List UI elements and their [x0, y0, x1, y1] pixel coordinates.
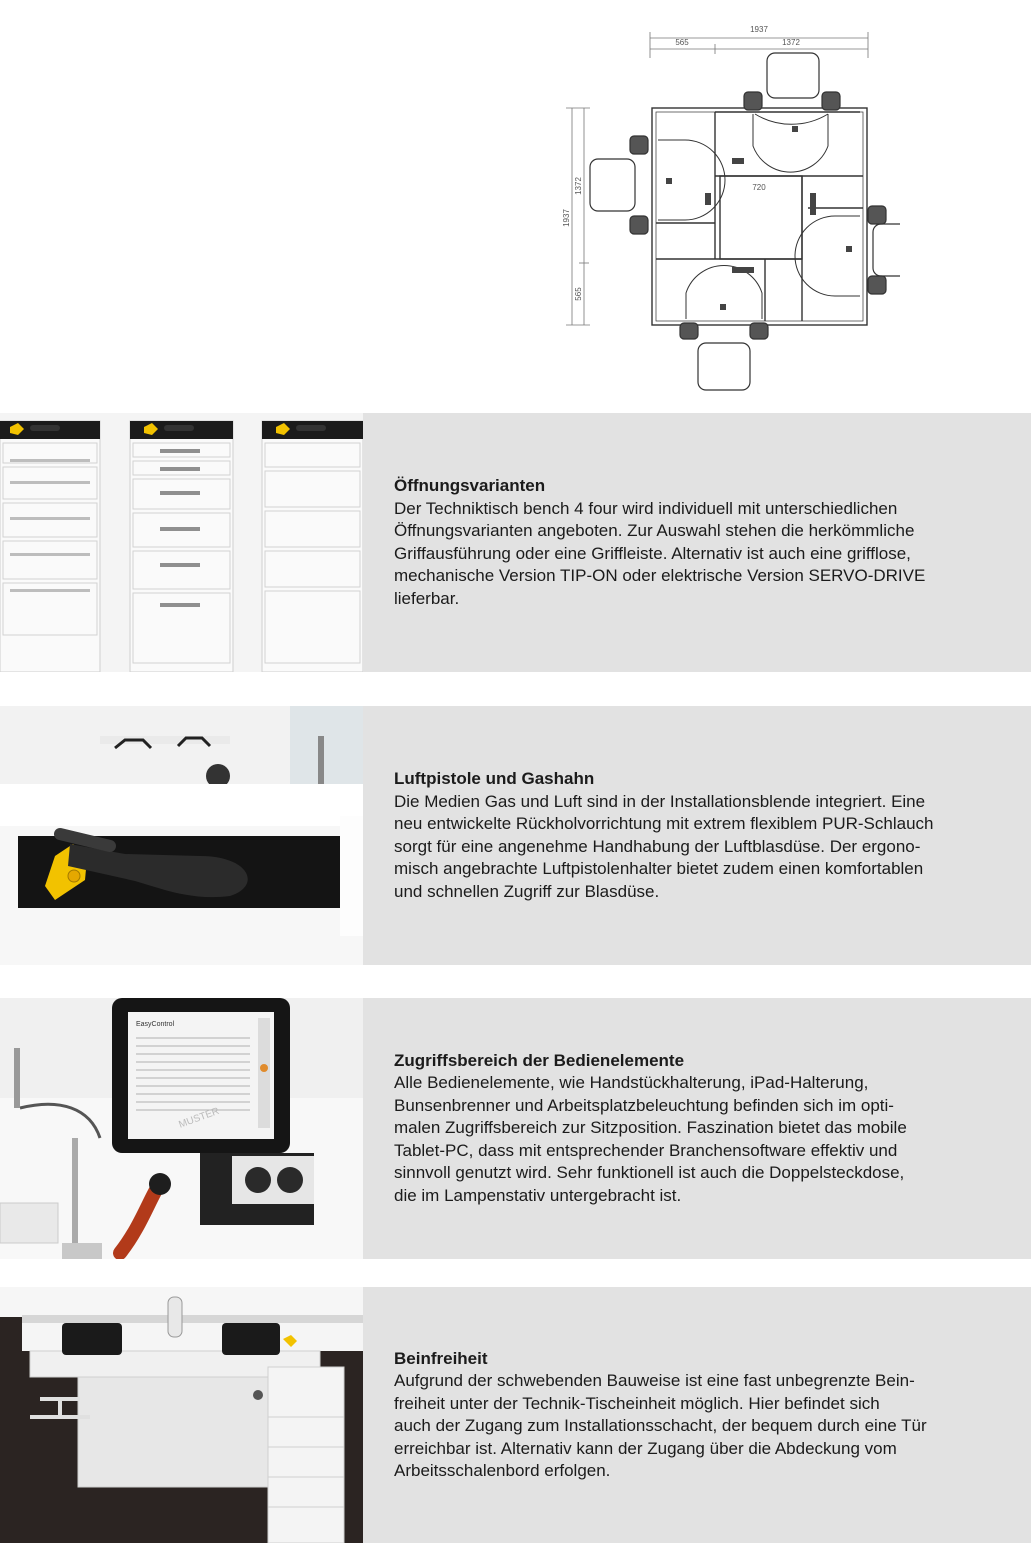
text-block [394, 1348, 994, 1483]
body-line: auch der Zugang zum Installationsschacht, der bequem durch eine Tür [394, 1416, 927, 1435]
photo-drawer-variants [0, 413, 363, 672]
section-title: Luftpistole und Gashahn [394, 769, 595, 788]
dim-center: 720 [752, 183, 766, 192]
text-block [394, 768, 994, 903]
body-line: Die Medien Gas und Luft sind in der Installationsblende integriert. Eine [394, 791, 926, 811]
body-line: Griffausführung oder eine Griffleiste. Alternativ ist auch eine grifflose, [394, 543, 911, 563]
section-opening-variants [0, 413, 1031, 672]
dim-left-total: 1937 [562, 209, 571, 227]
body-line: die im Lampenstativ untergebracht ist. [394, 1185, 682, 1205]
body-line: erreichbar ist. Alternativ kann der Zugang über die Abdeckung vom [394, 1438, 897, 1458]
text-panel [363, 998, 1031, 1259]
body-line: malen Zugriffsbereich zur Sitzposition. Faszination bietet das mobile [394, 1118, 907, 1138]
body-line: Arbeitsschalenbord erfolgen. [394, 1461, 611, 1480]
section-air-gun [0, 706, 1031, 965]
tablet-header-text: EasyControl [136, 1021, 175, 1028]
body-line: mechanische Version TIP-ON oder elektrische Version SERVO-DRIVE [394, 566, 926, 585]
body-line: freiheit unter der Technik-Tischeinheit möglich. Hier befindet sich [394, 1393, 880, 1413]
body-line: Alle Bedienelemente, wie Handstückhalterung, iPad-Halterung, [394, 1073, 869, 1093]
section-title: Zugriffsbereich der Bedienelemente [394, 1050, 685, 1070]
body-line: Der Techniktisch bench 4 four wird individuell mit unterschiedlichen [394, 498, 898, 518]
body-line: sorgt für eine angenehme Handhabung der Luftblasdüse. Der ergono- [394, 836, 921, 856]
body-line: Tablet-PC, dass mit entsprechender Branchensoftware effektiv und [394, 1140, 898, 1160]
body-line: misch angebrachte Luftpistolenhalter bietet zudem einen komfortablen [394, 859, 924, 878]
body-line: Aufgrund der schwebenden Bauweise ist eine fast unbegrenzte Bein- [394, 1371, 915, 1390]
text-panel [363, 1287, 1031, 1543]
body-line: und schnellen Zugriff zur Blasdüse. [394, 881, 660, 901]
dim-top-total: 1937 [750, 25, 768, 34]
dim-left-top: 1372 [574, 177, 583, 195]
text-block [394, 475, 994, 610]
body-line: lieferbar. [394, 588, 460, 608]
text-panel [363, 413, 1031, 672]
text-block [394, 1050, 994, 1208]
tablet-watermark-text: MUSTER [177, 1105, 221, 1131]
text-panel [363, 706, 1031, 965]
photo-legroom [0, 1287, 363, 1543]
section-control-elements [0, 998, 1031, 1259]
section-title: Beinfreiheit [394, 1348, 488, 1368]
section-legroom [0, 1287, 1031, 1543]
body-line: Öffnungsvarianten angeboten. Zur Auswahl stehen die herkömmliche [394, 521, 915, 540]
dim-left-bottom: 565 [574, 287, 583, 301]
body-line: Bunsenbrenner und Arbeitsplatzbeleuchtung befinden sich im opti- [394, 1095, 894, 1115]
dim-top-right: 1372 [782, 38, 800, 47]
dim-top-left: 565 [675, 38, 689, 47]
body-line: neu entwickelte Rückholvorrichtung mit extrem flexiblem PUR-Schlauch [394, 814, 934, 833]
section-title: Öffnungsvarianten [394, 476, 546, 495]
body-line: sinnvoll genutzt wird. Sehr funktionell ist auch die Doppelsteckdose, [394, 1163, 905, 1183]
photo-air-gun [0, 706, 363, 965]
photo-tablet-station [0, 998, 363, 1259]
floor-plan-drawing [560, 18, 900, 398]
